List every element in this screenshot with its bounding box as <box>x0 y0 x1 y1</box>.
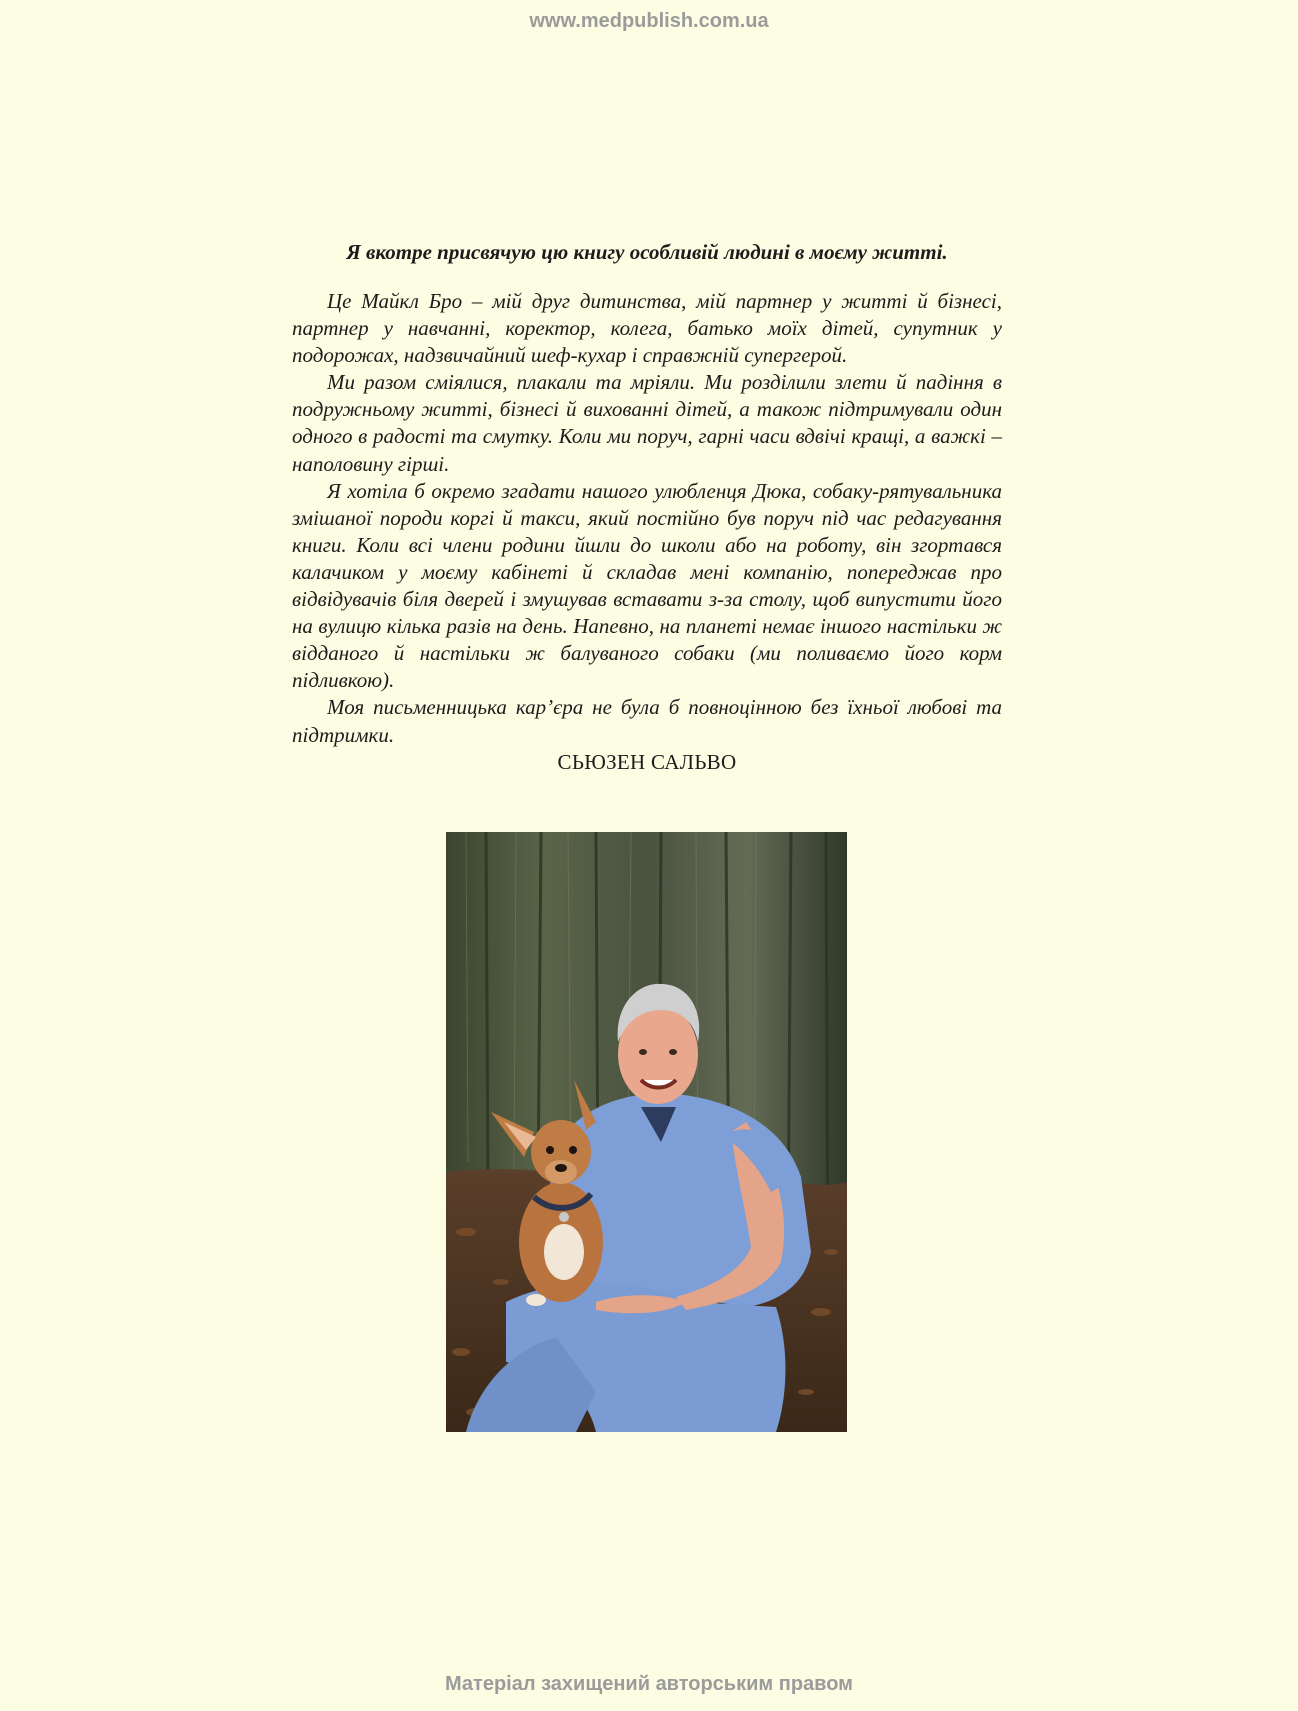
dedication-heading: Я вкотре присвячую цю книгу особливій людині в моєму житті. <box>346 240 948 264</box>
dedication-paragraph: Це Майкл Бро – мій друг дитинства, мій партнер у житті й бізнесі, партнер у навчанні, коректор, колега, батько моїх дітей, супутник у подорожах, надзвичайний шеф-кухар і справжній супергерой. <box>292 289 1002 368</box>
author-photo <box>446 832 847 1432</box>
watermark-bottom: Матеріал захищений авторським правом <box>445 1673 853 1695</box>
dedication-paragraph: Я хотіла б окремо згадати нашого улюбленця Дюка, собаку-рятувальника змішаної породи коргі й такси, який постійно був поруч під час редагування книги. Коли всі члени родини йшли до школи або на роботу, він згортався калачиком у моєму кабінеті й складав мені компанію, попереджав про відвідувачів біля дверей і змушував вставати з-за столу, щоб випустити його на вулицю кілька разів на день. Напевно, на планеті немає іншого настільки ж відданого й настільки ж балуваного собаки (ми поливаємо його корм підливкою). <box>292 478 1002 693</box>
dedication-paragraph: Ми разом сміялися, плакали та мріяли. Ми розділили злети й падіння в подружньому житті, бізнесі й вихованні дітей, а також підтримували один одного в радості та смутку. Коли ми поруч, гарні часи вдвічі кращі, а важкі – наполовину гірші. <box>292 370 1002 476</box>
dedication-paragraph: Моя письменницька кар’єра не була б повноцінною без їхньої любові та підтримки. <box>292 695 1002 747</box>
dedication-block <box>292 236 1002 776</box>
author-signature: СЬЮЗЕН САЛЬВО <box>557 749 737 774</box>
watermark-top: www.medpublish.com.ua <box>529 10 769 32</box>
